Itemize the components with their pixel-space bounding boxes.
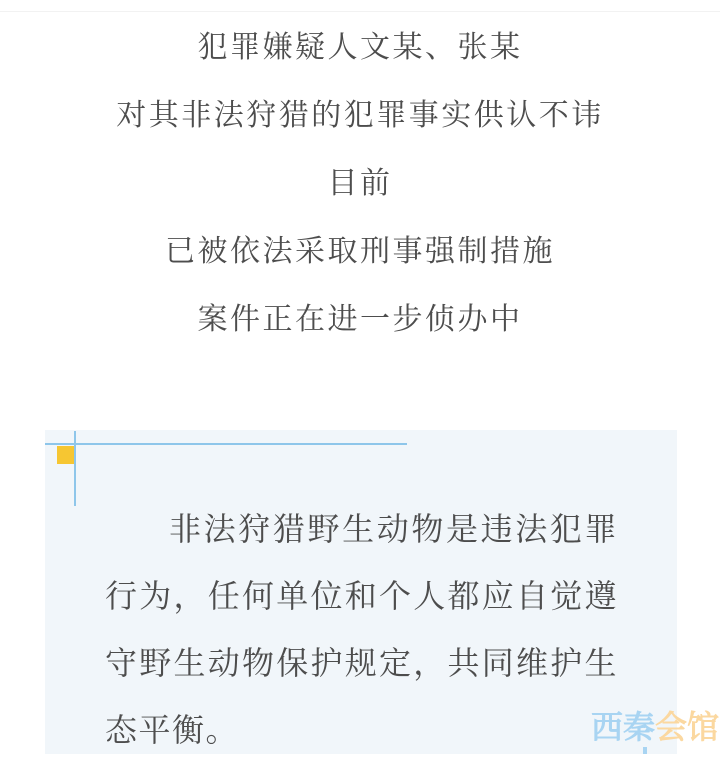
watermark <box>591 710 719 745</box>
headline-line-1: 犯罪嫌疑人文某、张某 <box>197 31 523 64</box>
top-divider <box>0 11 720 12</box>
watermark-text-blue: 西秦 <box>591 709 656 745</box>
watermark-text-orange: 会馆 <box>655 709 720 745</box>
headline-line-2: 对其非法狩猎的犯罪事实供认不讳 <box>116 99 604 132</box>
corner-decoration-vertical-line <box>74 431 76 506</box>
corner-decoration-yellow-square <box>57 446 74 464</box>
headline-line-5: 案件正在进一步侦办中 <box>197 303 523 336</box>
watermark-tick <box>643 747 647 754</box>
headline-line-3: 目前 <box>327 167 393 200</box>
headline-block <box>0 14 720 354</box>
corner-decoration-horizontal-line <box>45 443 407 445</box>
highlight-box <box>45 430 677 754</box>
highlight-paragraph: 非法狩猎野生动物是违法犯罪行为，任何单位和个人都应自觉遵守野生动物保护规定，共同维护生态平衡。 <box>105 511 618 748</box>
headline-line-4: 已被依法采取刑事强制措施 <box>165 235 555 268</box>
